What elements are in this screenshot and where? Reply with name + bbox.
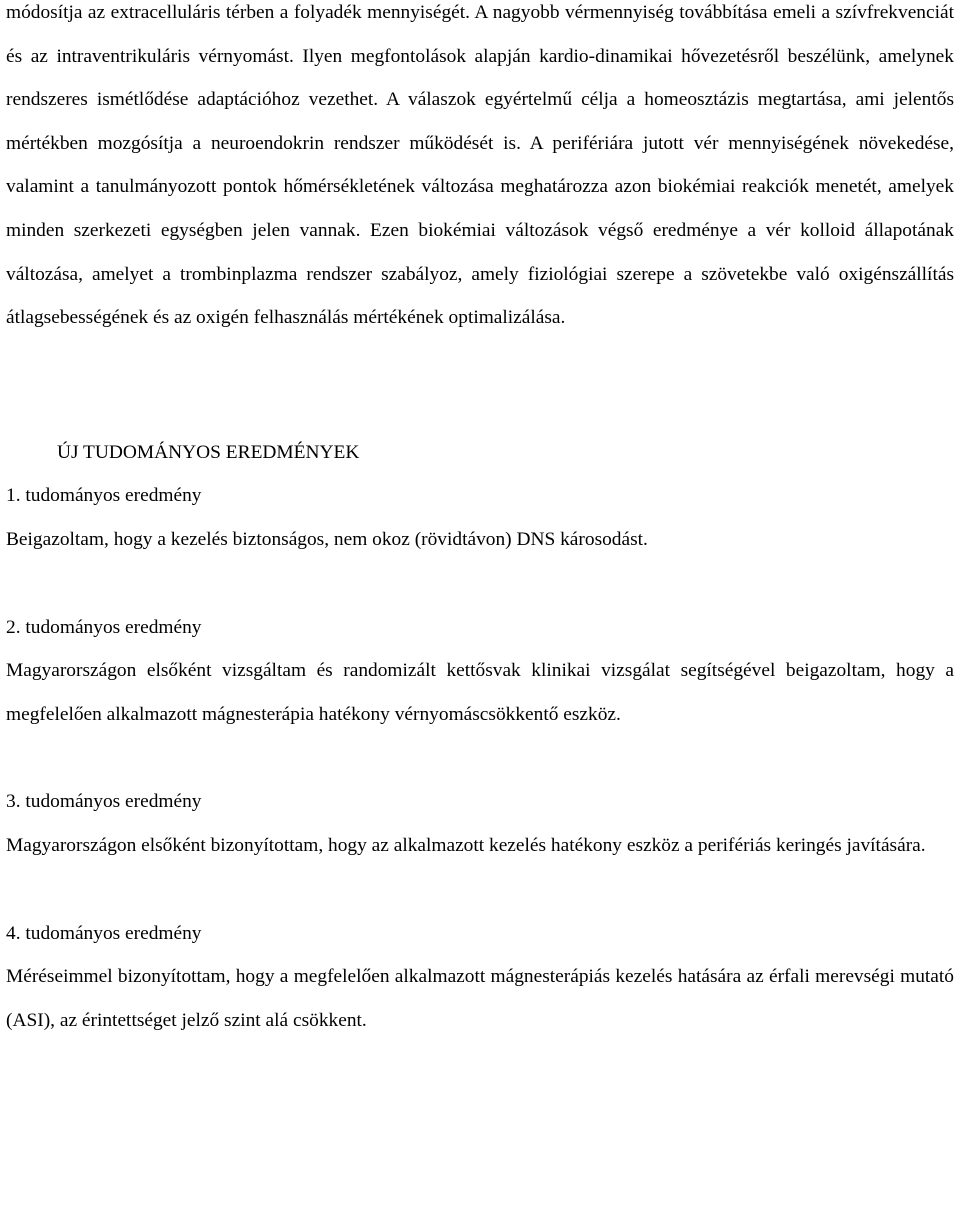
result-3	[6, 780, 954, 867]
result-4	[6, 912, 954, 1043]
section-heading: ÚJ TUDOMÁNYOS EREDMÉNYEK	[57, 441, 360, 463]
result-1-title: 1. tudományos eredmény	[6, 485, 202, 507]
result-1-text: Beigazoltam, hogy a kezelés biztonságos, nem okoz (rövidtávon) DNS károsodást.	[6, 528, 648, 550]
intro-paragraph: módosítja az extracelluláris térben a folyadék mennyiségét. A nagyobb vérmennyiség továbbítása emeli a szívfrekvenciát és az intraventrikuláris vérnyomást. Ilyen megfontolások alapján kardio-dinamikai hővezetésről beszélünk, amelynek rendszeres ismétlődése adaptációhoz vezethet. A válaszok egyértelmű célja a homeosztázis megtartása, ami jelentős mértékben mozgósítja a neuroendokrin rendszer működését is. A perifériára jutott vér mennyiségének növekedése, valamint a tanulmányozott pontok hőmérsékletének változása meghatározza azon biokémiai reakciók menetét, amelyek minden szerkezeti egységben jelen vannak. Ezen biokémiai változások végső eredménye a vér kolloid állapotának változása, amelyet a trombinplazma rendszer szabályoz, amely fiziológiai szerepe a szövetekbe való oxigénszállítás átlagsebességének és az oxigén felhasználás mértékének optimalizálása.	[6, 2, 954, 329]
result-1	[6, 474, 954, 561]
result-2-text: Magyarországon elsőként vizsgáltam és randomizált kettősvak klinikai vizsgálat segítségével beigazoltam, hogy a megfelelően alkalmazott mágnesterápia hatékony vérnyomáscsökkentő eszköz.	[6, 660, 954, 725]
result-3-text: Magyarországon elsőként bizonyítottam, hogy az alkalmazott kezelés hatékony eszköz a perifériás keringés javítására.	[6, 834, 926, 856]
result-2	[6, 606, 954, 737]
document-page	[6, 0, 954, 1042]
result-4-text: Méréseimmel bizonyítottam, hogy a megfelelően alkalmazott mágnesterápiás kezelés hatására az érfali merevségi mutató (ASI), az érintettséget jelző szint alá csökkent.	[6, 966, 954, 1031]
result-4-title: 4. tudományos eredmény	[6, 922, 202, 944]
result-2-title: 2. tudományos eredmény	[6, 616, 202, 638]
result-3-title: 3. tudományos eredmény	[6, 791, 202, 813]
